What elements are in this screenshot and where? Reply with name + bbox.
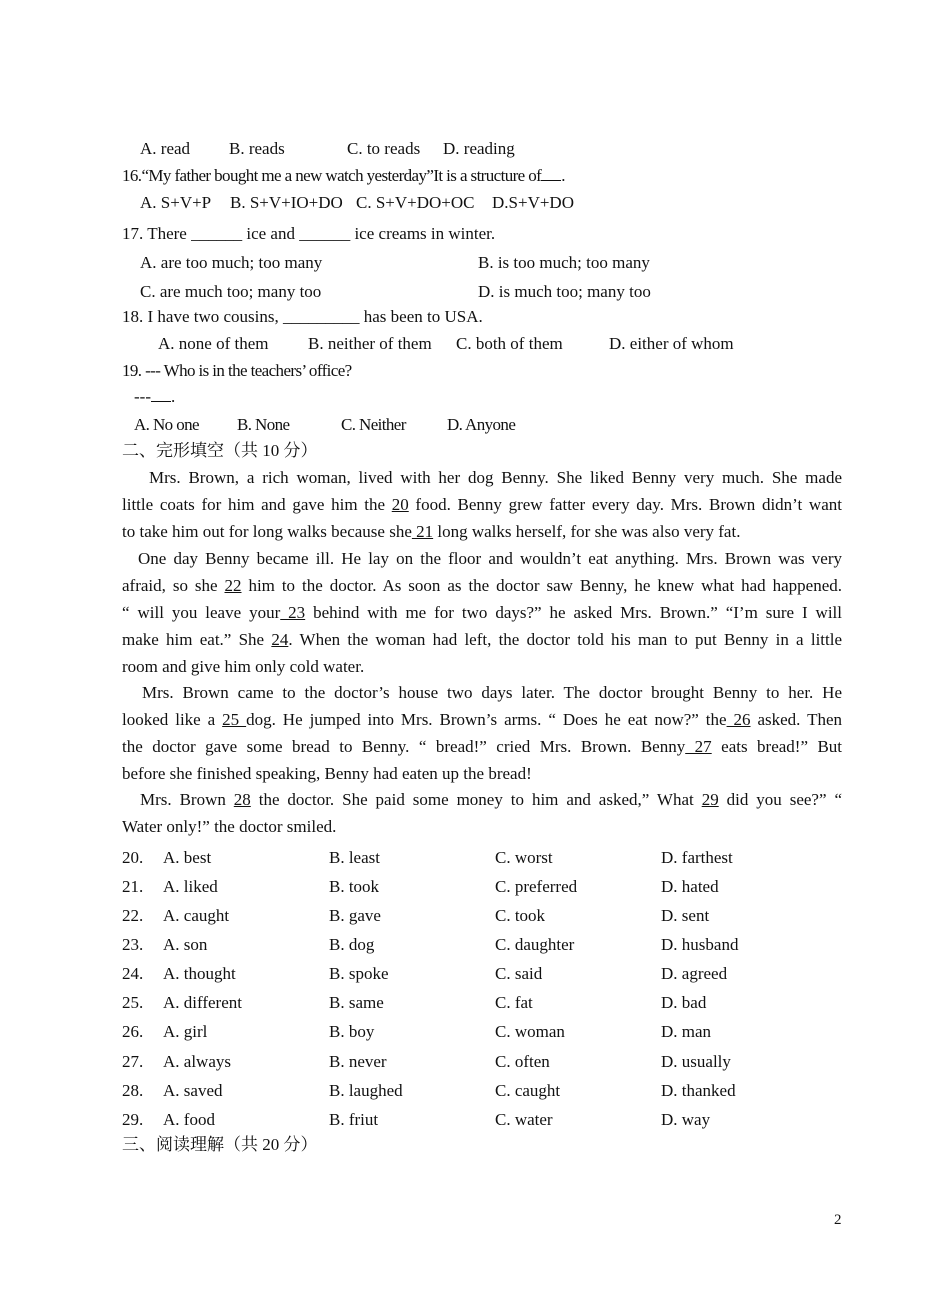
choice-row-27 bbox=[122, 1052, 842, 1081]
p3-l2c: asked. Then bbox=[750, 710, 842, 729]
q17-text-a: 17. There bbox=[122, 224, 192, 243]
choice-a: A. thought bbox=[163, 964, 236, 983]
q19-end: . bbox=[170, 387, 176, 406]
p3-l2b: dog. He jumped into Mrs. Brown’s arms. “ Does he eat now?” the bbox=[246, 710, 727, 729]
choice-row-23 bbox=[122, 935, 842, 964]
choice-c: C. water bbox=[495, 1110, 553, 1129]
p2-l4b: . When the woman had left, the doctor told his man to put Benny in a little bbox=[288, 630, 843, 649]
q18-text-a: 18. I have two cousins, bbox=[122, 307, 284, 326]
q19-answer-line bbox=[134, 387, 175, 407]
choice-d: D. sent bbox=[661, 906, 710, 925]
blank-22: 22 bbox=[224, 576, 242, 595]
q16-option-b: B. S+V+IO+DO bbox=[230, 193, 343, 212]
q18-text-b: has been to USA. bbox=[359, 307, 483, 326]
p2-line-4 bbox=[122, 626, 842, 653]
choice-d: D. husband bbox=[661, 935, 739, 954]
q19-option-c: C. Neither bbox=[341, 415, 406, 434]
choice-c: C. fat bbox=[495, 993, 533, 1012]
choice-a: A. caught bbox=[163, 906, 230, 925]
choice-num: 26. bbox=[122, 1022, 144, 1041]
q16-option-d: D.S+V+DO bbox=[492, 193, 574, 212]
q16-option-c: C. S+V+DO+OC bbox=[356, 193, 475, 212]
q18-option-c: C. both of them bbox=[456, 334, 563, 353]
blank-24: 24 bbox=[271, 630, 289, 649]
p3-line-1: Mrs. Brown came to the doctor’s house two days later. The doctor brought Benny to her. He bbox=[142, 683, 842, 702]
p2-line-2 bbox=[122, 572, 842, 599]
choice-b: B. least bbox=[329, 848, 380, 867]
choice-a: A. best bbox=[163, 848, 212, 867]
choice-d: D. agreed bbox=[661, 964, 728, 983]
choice-row-24 bbox=[122, 964, 842, 993]
q17-text-b: ice and bbox=[242, 224, 300, 243]
p2-line-1: One day Benny became ill. He lay on the floor and wouldn’t eat anything. Mrs. Brown was very bbox=[138, 549, 842, 568]
q17-option-a: A. are too much; too many bbox=[140, 253, 323, 272]
q16-option-a: A. S+V+P bbox=[140, 193, 212, 212]
blank-26: 26 bbox=[726, 710, 751, 729]
p2-l2a: afraid, so she bbox=[122, 576, 225, 595]
choice-a: A. food bbox=[163, 1110, 215, 1129]
q18-blank: _________ bbox=[283, 307, 360, 326]
p2-line-3 bbox=[122, 599, 842, 626]
choice-c: C. worst bbox=[495, 848, 553, 867]
blank-27: 27 bbox=[685, 737, 712, 756]
q15-option-d: D. reading bbox=[443, 139, 515, 158]
p1-l3b: long walks herself, for she was also very fat. bbox=[433, 522, 741, 541]
choice-b: B. same bbox=[329, 993, 384, 1012]
choice-a: A. different bbox=[163, 993, 242, 1012]
choice-num: 22. bbox=[122, 906, 144, 925]
choice-d: D. farthest bbox=[661, 848, 733, 867]
p1-l2b: food. Benny grew fatter every day. Mrs. Brown didn’t want bbox=[408, 495, 842, 514]
q15-option-b: B. reads bbox=[229, 139, 285, 158]
section-2-heading: 二、完形填空（共 10 分） bbox=[122, 441, 318, 460]
p3-l3a: the doctor gave some bread to Benny. “ bread!” cried Mrs. Brown. Benny bbox=[122, 737, 686, 756]
choice-b: B. took bbox=[329, 877, 380, 896]
p1-line-3 bbox=[122, 518, 842, 545]
q17-option-b: B. is too much; too many bbox=[478, 253, 650, 272]
q17-text-c: ice creams in winter. bbox=[350, 224, 496, 243]
choice-b: B. friut bbox=[329, 1110, 379, 1129]
choice-row-28 bbox=[122, 1081, 842, 1110]
p1-l2a: little coats for him and gave him the bbox=[122, 495, 392, 514]
choice-row-20 bbox=[122, 848, 842, 877]
q16-text: 16.“My father bought me a new watch yesterday”It is a structure of bbox=[122, 166, 542, 185]
p2-l2b: him to the doctor. As soon as the doctor saw Benny, he knew what had happened. bbox=[241, 576, 842, 595]
page-number: 2 bbox=[834, 1212, 842, 1228]
blank-20: 20 bbox=[391, 495, 409, 514]
p1-line-2 bbox=[122, 491, 842, 518]
choice-b: B. spoke bbox=[329, 964, 389, 983]
choice-c: C. woman bbox=[495, 1022, 565, 1041]
choice-num: 21. bbox=[122, 877, 144, 896]
blank-25: 25 bbox=[222, 710, 247, 729]
choice-a: A. always bbox=[163, 1052, 231, 1071]
q18-question bbox=[122, 307, 483, 327]
choice-b: B. boy bbox=[329, 1022, 375, 1041]
choice-c: C. often bbox=[495, 1052, 550, 1071]
choice-b: B. dog bbox=[329, 935, 375, 954]
p3-line-2 bbox=[122, 706, 842, 733]
choice-c: C. said bbox=[495, 964, 543, 983]
blank-21: 21 bbox=[411, 522, 434, 541]
choice-d: D. way bbox=[661, 1110, 711, 1129]
choice-a: A. saved bbox=[163, 1081, 223, 1100]
p3-l3b: eats bread!” But bbox=[711, 737, 843, 756]
blank-29: 29 bbox=[701, 790, 719, 809]
choice-num: 25. bbox=[122, 993, 144, 1012]
choice-d: D. usually bbox=[661, 1052, 731, 1071]
p4-l1c: did you see?” “ bbox=[718, 790, 842, 809]
choice-num: 20. bbox=[122, 848, 144, 867]
p3-line-4: before she finished speaking, Benny had eaten up the bread! bbox=[122, 764, 532, 783]
p4-l1b: the doctor. She paid some money to him and asked,” What bbox=[250, 790, 702, 809]
q16-end: . bbox=[561, 166, 565, 185]
q15-option-c: C. to reads bbox=[347, 139, 421, 158]
choice-b: B. gave bbox=[329, 906, 381, 925]
q19-option-a: A. No one bbox=[134, 415, 199, 434]
q18-option-d: D. either of whom bbox=[609, 334, 734, 353]
q19-question: 19. --- Who is in the teachers’ office? bbox=[122, 361, 352, 380]
q17-blank-1: ______ bbox=[191, 224, 243, 243]
q16-blank bbox=[541, 166, 561, 181]
choice-c: C. preferred bbox=[495, 877, 578, 896]
q16-question bbox=[122, 166, 565, 186]
cloze-paragraph-4 bbox=[122, 786, 842, 840]
p2-l4a: make him eat.” She bbox=[122, 630, 272, 649]
choice-row-25 bbox=[122, 993, 842, 1022]
q17-blank-2: ______ bbox=[299, 224, 351, 243]
choice-a: A. son bbox=[163, 935, 208, 954]
p4-line-1 bbox=[122, 786, 842, 813]
p4-l1a: Mrs. Brown bbox=[140, 790, 234, 809]
p4-line-2: Water only!” the doctor smiled. bbox=[122, 817, 337, 836]
p1-l3a: to take him out for long walks because she bbox=[122, 522, 412, 541]
blank-28: 28 bbox=[233, 790, 251, 809]
choice-a: A. girl bbox=[163, 1022, 208, 1041]
choice-num: 28. bbox=[122, 1081, 144, 1100]
blank-23: 23 bbox=[280, 603, 306, 622]
section-3-heading: 三、阅读理解（共 20 分） bbox=[122, 1135, 318, 1154]
choice-c: C. daughter bbox=[495, 935, 575, 954]
q19-option-b: B. None bbox=[237, 415, 290, 434]
choice-num: 29. bbox=[122, 1110, 144, 1129]
cloze-paragraph-1 bbox=[122, 464, 842, 545]
p2-line-5: room and give him only cold water. bbox=[122, 657, 365, 676]
choice-b: B. never bbox=[329, 1052, 387, 1071]
p1-line-1: Mrs. Brown, a rich woman, lived with her dog Benny. She liked Benny very much. She made bbox=[149, 468, 842, 487]
choice-d: D. bad bbox=[661, 993, 707, 1012]
choice-num: 27. bbox=[122, 1052, 144, 1071]
p3-line-3 bbox=[122, 733, 842, 760]
cloze-paragraph-2 bbox=[122, 545, 842, 680]
choice-a: A. liked bbox=[163, 877, 218, 896]
q15-option-a: A. read bbox=[140, 139, 191, 158]
p2-l3b: behind with me for two days?” he asked Mrs. Brown.” “I’m sure I will bbox=[305, 603, 843, 622]
choice-d: D. man bbox=[661, 1022, 712, 1041]
choice-row-22 bbox=[122, 906, 842, 935]
choice-num: 23. bbox=[122, 935, 144, 954]
choice-d: D. hated bbox=[661, 877, 719, 896]
q19-blank bbox=[151, 387, 171, 402]
choice-c: C. caught bbox=[495, 1081, 561, 1100]
choice-c: C. took bbox=[495, 906, 546, 925]
q19-dashes: --- bbox=[134, 387, 151, 406]
cloze-paragraph-3 bbox=[122, 679, 842, 787]
choice-d: D. thanked bbox=[661, 1081, 736, 1100]
q17-question bbox=[122, 224, 495, 244]
choice-num: 24. bbox=[122, 964, 144, 983]
q18-option-a: A. none of them bbox=[158, 334, 269, 353]
p2-l3a: “ will you leave your bbox=[122, 603, 281, 622]
q18-option-b: B. neither of them bbox=[308, 334, 432, 353]
choice-b: B. laughed bbox=[329, 1081, 403, 1100]
choice-row-21 bbox=[122, 877, 842, 906]
q17-option-d: D. is much too; many too bbox=[478, 282, 651, 301]
q19-option-d: D. Anyone bbox=[447, 415, 516, 434]
p3-l2a: looked like a bbox=[122, 710, 223, 729]
q17-option-c: C. are much too; many too bbox=[140, 282, 322, 301]
choice-row-26 bbox=[122, 1022, 842, 1051]
